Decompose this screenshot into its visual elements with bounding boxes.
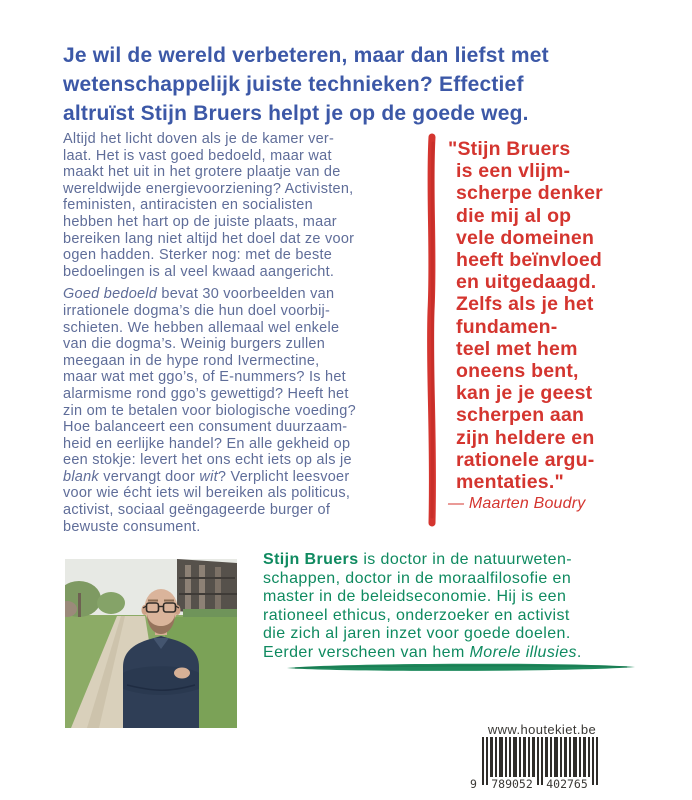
author-photo xyxy=(65,559,237,728)
green-brush-stroke xyxy=(283,659,641,675)
quote-attribution: — Maarten Boudry xyxy=(448,495,586,512)
isbn-digit-lead: 9 xyxy=(470,777,477,791)
isbn-digits-group1: 789052 xyxy=(491,777,533,791)
photo-building xyxy=(177,559,237,617)
publisher-website: www.houtekiet.be xyxy=(487,722,597,737)
endorsement-quote: "Stijn Bruers is een vlijm- scherpe denker die mij al op vele domeinen heeft beïnvloed en uitgedaagd. Zelfs als je het fundamen- teel met hem oneens bent, kan je je geest scherpen aan zijn heldere en rationele argu- mentaties." xyxy=(448,138,603,494)
author-bio: Stijn Bruers is doctor in de natuurweten- schappen, doctor in de moraalfilosofie en master in de beleidseconomie. Hij is een rationeel ethicus, onderzoeker en activist die zich al jaren inzet voor goede doelen. Eerder verscheen van hem Morele illusies. xyxy=(263,551,582,661)
cover-headline: Je wil de wereld verbeteren, maar dan liefst met wetenschappelijk juiste technieken? Effectief altruïst Stijn Bruers helpt je op de goede weg. xyxy=(63,44,549,125)
red-brush-stroke xyxy=(424,131,440,529)
blurb-paragraph-1: Altijd het licht doven als je de kamer ver- laat. Het is vast goed bedoeld, maar wat maakt het uit in het grotere plaatje van de wereldwijde energievoorziening? Activisten, feministen, antiracisten en socialisten hebben het hart op de juiste plaats, maar bereiken lang niet altijd het doel dat ze voor ogen hadden. Sterker nog: met de beste bedoelingen is al veel kwaad aangericht. xyxy=(63,131,355,280)
isbn-barcode xyxy=(468,737,608,791)
isbn-digits-group2: 402765 xyxy=(546,777,588,791)
blurb-paragraph-2: Goed bedoeld bevat 30 voorbeelden van irrationele dogma’s die hun doel voorbij- schieten. We hebben allemaal wel enkele van die dogma’s. Weinig burgers zullen meegaan in de hype rond Ivermectine, maar wat met ggo’s, of E-nummers? Is het alarmisme rond ggo’s gewettigd? Heeft het zin om te betalen voor biologische voeding? Hoe balanceert een consument duurzaam- heid en eerlijke handel? En alle gekheid op een stokje: levert het ons echt iets op als je blank vervangt door wit? Verplicht leesvoer voor wie écht iets wil bereiken als politicus, activist, sociaal geëngageerde burger of bewuste consument. xyxy=(63,286,356,535)
blurb-text xyxy=(63,131,431,535)
